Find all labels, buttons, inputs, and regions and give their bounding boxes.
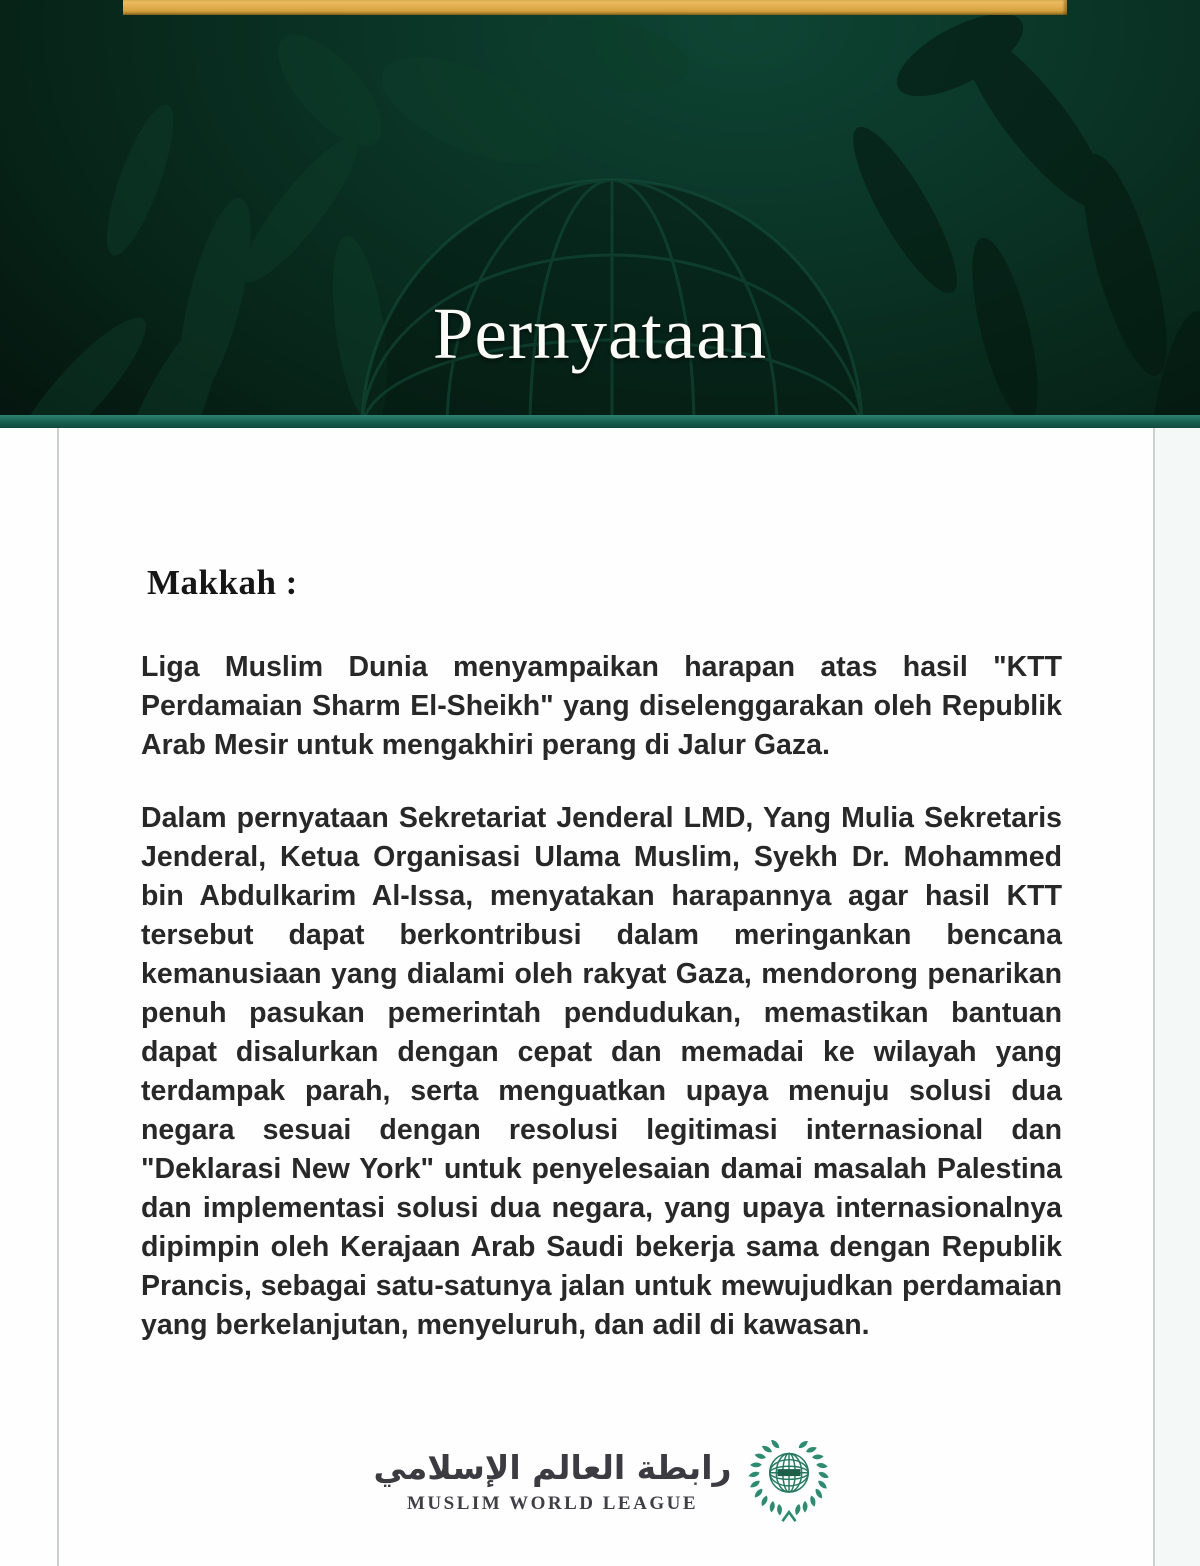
gold-accent-bar [123,0,1067,15]
statement-text-block [59,428,1153,1566]
header-banner [0,0,1200,415]
teal-divider [0,415,1200,428]
page-title: Pernyataan [432,293,768,374]
mwl-logo-text [373,1447,731,1515]
content-card [0,428,1200,1566]
globe-grid [769,1454,808,1493]
right-margin-rule [1153,428,1155,1566]
mwl-logo [141,1435,1062,1527]
mwl-arabic-name: رابطة العالم الإسلامي [373,1448,732,1488]
statement-paragraph-1: Liga Muslim Dunia menyampaikan harapan atas hasil "KTT Perdamaian Sharm El-Sheikh" yang diselenggarakan oleh Republik Arab Mesir untuk mengakhiri perang di Jalur Gaza. [141,651,1062,762]
dateline-heading: Makkah : [147,563,298,602]
statement-paragraph-2: Dalam pernyataan Sekretariat Jenderal LMD, Yang Mulia Sekretaris Jenderal, Ketua Organisasi Ulama Muslim, Syekh Dr. Mohammed bin Abdulkarim Al-Issa, menyatakan harapannya agar hasil KTT tersebut dapat berkontribusi dalam meringankan bencana kemanusiaan yang dialami oleh rakyat Gaza, mendorong penarikan penuh pasukan pemerintah pendudukan, memastikan bantuan dapat disalurkan dengan cepat dan memadai ke wilayah yang terdampak parah, serta menguatkan upaya menuju solusi dua negara sesuai dengan resolusi legitimasi internasional dan "Deklarasi New York" untuk penyelesaian damai masalah Palestina dan implementasi solusi dua negara, yang upaya internasionalnya dipimpin oleh Kerajaan Arab Saudi bekerja sama dengan Republik Prancis, sebagai satu-satunya jalan untuk mewujudkan perdamaian yang berkelanjutan, menyeluruh, dan adil di kawasan. [141,802,1062,1342]
mwl-latin-name: MUSLIM WORLD LEAGUE [406,1493,698,1515]
wreath-globe-icon [748,1435,830,1527]
right-margin-zone [1155,428,1200,1566]
